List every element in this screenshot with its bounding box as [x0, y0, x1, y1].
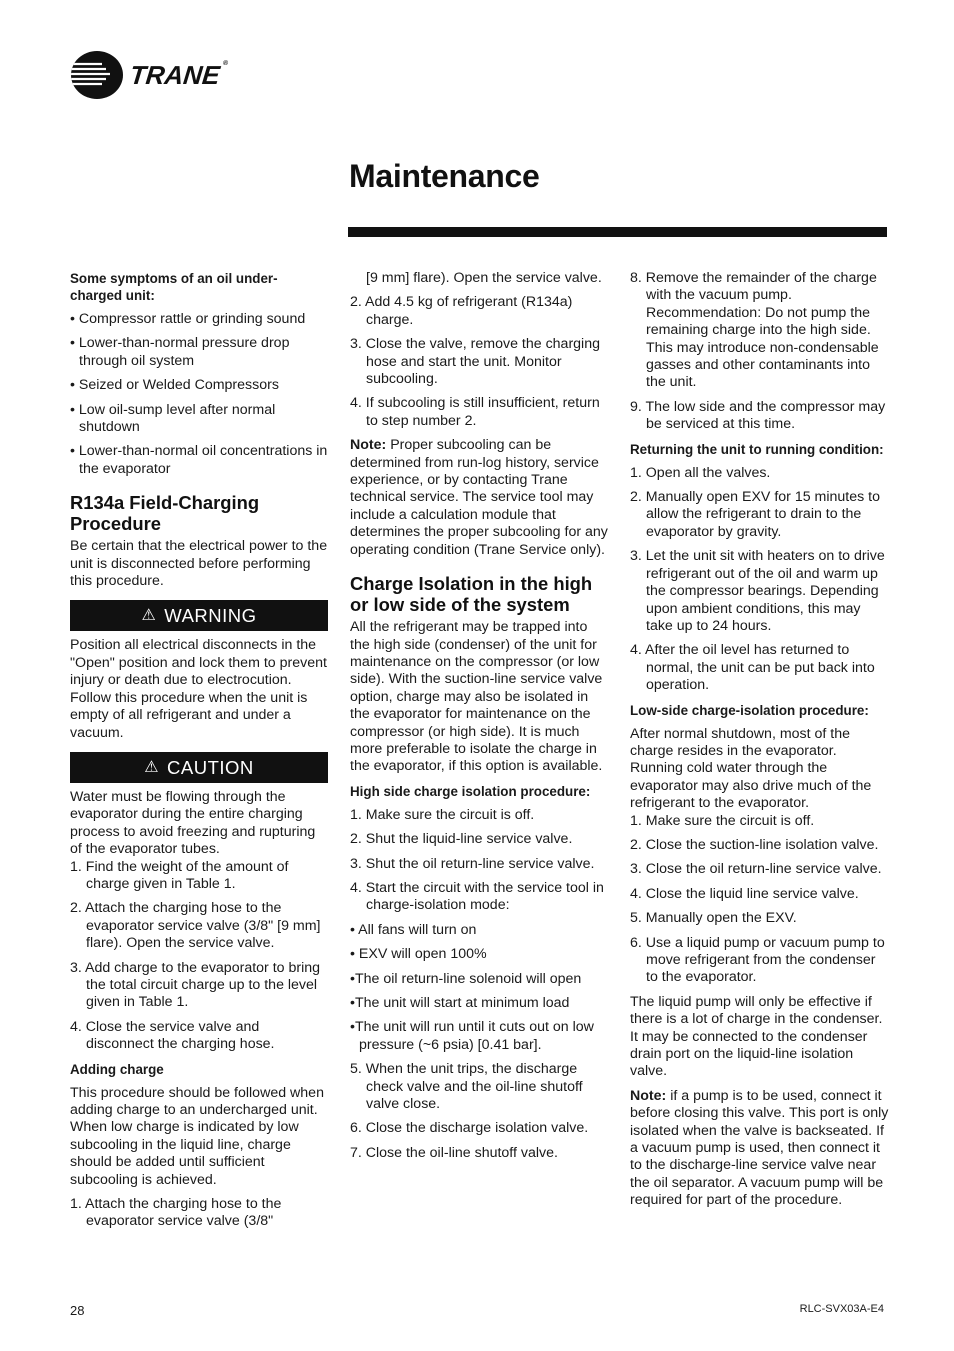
isolation-heading: Charge Isolation in the high or low side of the system [350, 573, 593, 616]
trane-logo [70, 50, 227, 100]
adding-charge-heading: Adding charge [70, 1061, 164, 1077]
isolation-text: All the refrigerant may be trapped into the high side (condenser) of the unit for maintenance on the compressor (or low side). With the suction-line service valve option, charge may also be isolated in the evaporator for maintenance on the compressor (or high side). It is much more preferable to isolate the charge in the evaporator, if this option is available. [350, 619, 603, 775]
column-middle [350, 270, 608, 1169]
high-side-heading: High side charge isolation procedure: [350, 783, 591, 799]
symptoms-heading: Some symptoms of an oil under-charged unit: [70, 271, 278, 303]
list-item: 2. Shut the liquid-line service valve. [350, 831, 573, 848]
list-item: • Lower-than-normal oil concentrations in the evaporator [70, 443, 328, 477]
list-item: 3. Add charge to the evaporator to bring the total circuit charge up to the level given in Table 1. [70, 959, 321, 1011]
list-item: •The oil return-line solenoid will open [350, 970, 582, 987]
list-item: 2. Add 4.5 kg of refrigerant (R134a) charge. [350, 294, 573, 328]
list-item: •The unit will start at minimum load [350, 995, 570, 1011]
trane-globe-icon [70, 50, 124, 100]
column-left [70, 270, 328, 1238]
column-right [630, 270, 890, 1217]
low-side-intro: After normal shutdown, most of the charge resides in the evaporator. Running cold water through the evaporator may also drive much of the refrigerant to the evaporator. [630, 725, 872, 812]
list-item: 2. Close the suction-line isolation valve. [630, 836, 879, 853]
symptoms-list [70, 311, 328, 478]
list-item: 3. Close the valve, remove the charging hose and start the unit. Monitor subcooling. [350, 336, 600, 388]
list-item: 3. Shut the oil return-line service valve. [350, 855, 595, 872]
pump-note [630, 1088, 890, 1210]
list-item: 3. Close the oil return-line service valve. [630, 861, 882, 878]
list-item: 6. Use a liquid pump or vacuum pump to move refrigerant from the condenser to the evaporator. [630, 934, 885, 986]
caution-triangle-icon: ⚠ [144, 758, 160, 776]
high-side-steps-continued [350, 1061, 608, 1162]
low-side-heading: Low-side charge-isolation procedure: [630, 702, 869, 718]
list-item: • Lower-than-normal pressure drop through oil system [70, 335, 290, 369]
list-item: 1. Attach the charging hose to the evaporator service valve (3/8" [70, 1196, 282, 1230]
caution-label: CAUTION [167, 756, 254, 778]
high-side-final-steps [630, 270, 890, 434]
high-side-bullets [350, 922, 608, 1054]
list-item: 1. Find the weight of the amount of charge given in Table 1. [70, 858, 289, 892]
list-item: 5. When the unit trips, the discharge check valve and the oil-line shutoff valve close. [350, 1061, 583, 1113]
list-item: 1. Open all the valves. [630, 464, 771, 481]
document-id: RLC-SVX03A-E4 [799, 1303, 884, 1315]
caution-banner [70, 752, 328, 783]
list-item: 4. Start the circuit with the service tool in charge-isolation mode: [350, 879, 604, 914]
list-item: • Low oil-sump level after normal shutdown [70, 401, 276, 436]
list-item: 2. Attach the charging hose to the evaporator service valve (3/8" [9 mm] flare). Open the service valve. [70, 900, 321, 952]
list-item: 1. Make sure the circuit is off. [630, 812, 815, 829]
list-item: • Seized or Welded Compressors [70, 377, 279, 394]
list-item: 2. Manually open EXV for 15 minutes to allow the refrigerant to drain to the evaporator by gravity. [630, 489, 880, 540]
warning-triangle-icon: ⚠ [141, 607, 157, 625]
caution-text: Water must be flowing through the evaporator during the entire charging process to avoid freezing and rupturing of the evaporator tubes. [70, 788, 316, 858]
liquid-pump-text: The liquid pump will only be effective if there is a lot of charge in the condenser. It may be connected to the condenser drain port on the liquid-line isolation valve. [630, 993, 883, 1080]
high-side-steps [350, 807, 608, 915]
warning-banner [70, 600, 328, 631]
charging-steps [70, 859, 328, 1054]
list-item: 3. Let the unit sit with heaters on to drive refrigerant out of the oil and warm up the compressor bearings. Depending upon ambient conditions, this may take up to 24 hours. [630, 548, 885, 634]
list-item: 6. Close the discharge isolation valve. [350, 1120, 589, 1137]
subcooling-note [350, 437, 608, 559]
note-text: Proper subcooling can be determined from run-log history, service experience, or by contacting Trane technical service. The service tool may include a calculation module that determines the proper subcooling for any operating condition (Trane Service only). [350, 437, 608, 558]
adding-steps-start [70, 1196, 328, 1231]
list-item: • Compressor rattle or grinding sound [70, 311, 306, 327]
list-item: •The unit will run until it cuts out on low pressure (~6 psia) [0.41 bar]. [350, 1019, 594, 1053]
list-item: 4. If subcooling is still insufficient, return to step number 2. [350, 395, 600, 429]
returning-heading: Returning the unit to running condition: [630, 441, 884, 457]
low-side-steps [630, 813, 890, 987]
page-title: Maintenance [349, 158, 540, 194]
list-item: • EXV will open 100% [350, 946, 487, 963]
list-item: 4. After the oil level has returned to normal, the unit can be put back into operation. [630, 642, 875, 694]
list-item: 8. Remove the remainder of the charge with the vacuum pump. Recommendation: Do not pump the remaining charge into the high side. This may introduce non-condensable gasses and other contaminants into the unit. [630, 270, 879, 391]
title-rule [348, 227, 887, 237]
list-item: 4. Close the service valve and disconnect the charging hose. [70, 1018, 275, 1053]
warning-text: Position all electrical disconnects in the "Open" position and lock them to prevent injury or death due to electrocution. Follow this procedure when the unit is empty of all refrigerant and under a vacuum. [70, 637, 327, 741]
returning-steps [630, 465, 890, 695]
adding-step-continued: [9 mm] flare). Open the service valve. [366, 270, 602, 286]
warning-label: WARNING [164, 605, 257, 627]
note-label: Note: [350, 437, 387, 454]
adding-charge-text: This procedure should be followed when adding charge to an undercharged unit. When low charge is indicated by low subcooling in the liquid line, charge should be added until sufficient subcooling is achieved. [70, 1084, 324, 1188]
list-item: • All fans will turn on [350, 921, 477, 938]
list-item: 7. Close the oil-line shutoff valve. [350, 1144, 558, 1161]
adding-steps [350, 294, 608, 430]
r134a-heading: R134a Field-Charging Procedure [70, 492, 260, 535]
list-item: 1. Make sure the circuit is off. [350, 806, 535, 823]
page-number: 28 [70, 1303, 85, 1318]
list-item: 4. Close the liquid line service valve. [630, 885, 859, 902]
list-item: 5. Manually open the EXV. [630, 910, 797, 927]
note-label: Note: [630, 1087, 667, 1104]
list-item: 9. The low side and the compressor may be serviced at this time. [630, 398, 886, 433]
r134a-intro: Be certain that the electrical power to the unit is disconnected before performing this procedure. [70, 538, 328, 590]
brand-name: TRANE® [128, 59, 229, 90]
note-text: if a pump is to be used, connect it before closing this valve. This port is only isolated when the valve is backseated. If a vacuum pump is used, then connect it to the discharge-line service valve near the oil separator. A vacuum pump will be required for part of the procedure. [630, 1087, 889, 1209]
